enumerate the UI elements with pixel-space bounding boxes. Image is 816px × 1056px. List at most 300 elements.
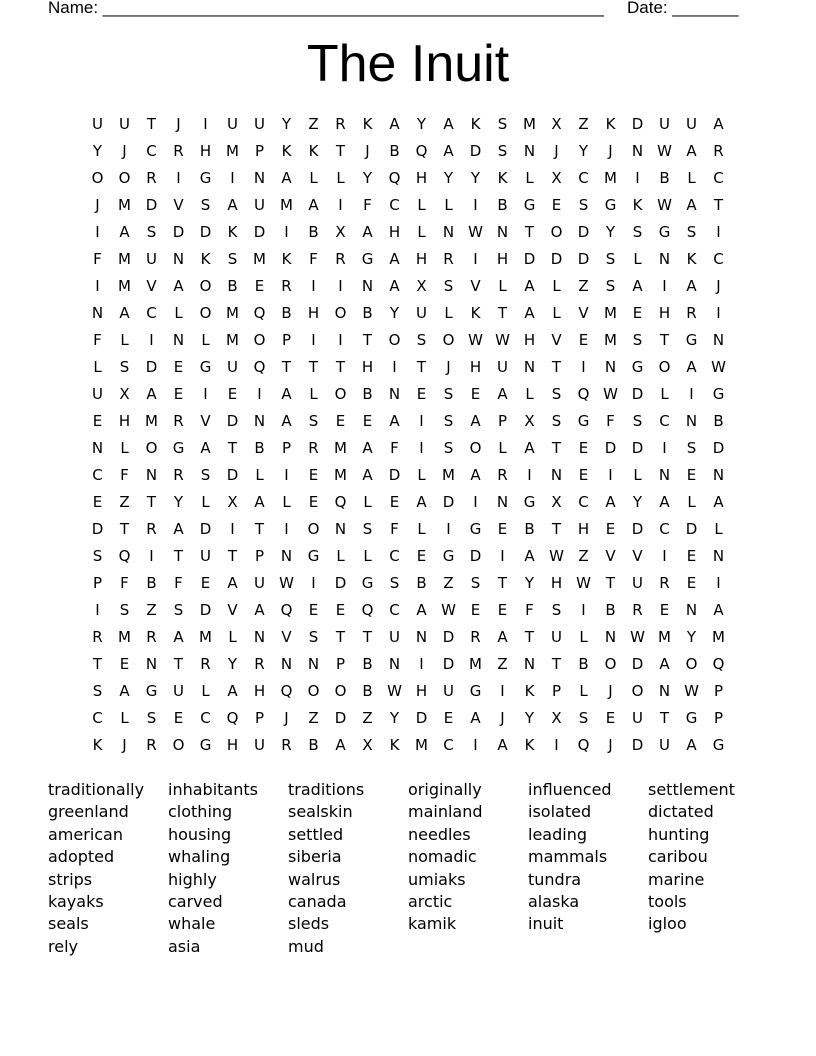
grid-row (84, 138, 734, 165)
grid-letter: T (524, 628, 535, 646)
grid-letter: I (284, 223, 289, 241)
grid-letter: S (227, 250, 238, 268)
grid-letter: D (550, 250, 563, 268)
grid-letter: N (685, 601, 698, 619)
grid-letter: L (228, 628, 237, 646)
grid-letter: W (630, 628, 645, 646)
grid-letter: S (200, 466, 211, 484)
grid-letter: I (338, 196, 343, 214)
grid-letter: V (605, 547, 616, 565)
grid-row (84, 300, 734, 327)
grid-letter: Z (119, 493, 130, 511)
word-row (48, 779, 788, 801)
grid-letter: J (284, 709, 289, 727)
grid-letter: Z (146, 601, 157, 619)
grid-letter: J (500, 709, 505, 727)
grid-letter: T (227, 439, 238, 457)
grid-letter: V (146, 277, 157, 295)
grid-letter: E (470, 385, 481, 403)
grid-letter: X (551, 493, 562, 511)
grid-letter: P (254, 709, 265, 727)
word-list-item: carved (168, 891, 223, 911)
grid-letter: N (415, 628, 428, 646)
grid-letter: K (308, 142, 319, 160)
grid-letter: Z (362, 709, 373, 727)
grid-letter: B (254, 439, 265, 457)
grid-letter: Y (632, 493, 643, 511)
grid-letter: U (254, 196, 265, 214)
grid-letter: S (92, 682, 103, 700)
grid-letter: F (606, 412, 615, 430)
grid-row (84, 111, 734, 138)
grid-letter: U (497, 358, 508, 376)
word-list-item: whaling (168, 847, 231, 867)
grid-letter: A (497, 736, 508, 754)
grid-letter: N (442, 223, 455, 241)
grid-letter: S (632, 331, 643, 349)
name-field-label: Name: _____________________________________________________ (48, 0, 604, 17)
grid-letter: I (716, 304, 721, 322)
grid-letter: L (282, 493, 291, 511)
grid-letter: H (469, 358, 482, 376)
grid-letter: M (442, 466, 455, 484)
grid-letter: K (524, 736, 535, 754)
grid-letter: E (308, 601, 319, 619)
grid-letter: T (551, 358, 562, 376)
grid-letter: O (91, 169, 104, 187)
grid-letter: A (497, 628, 508, 646)
grid-letter: I (527, 466, 532, 484)
grid-letter: J (122, 142, 127, 160)
word-list-item: hunting (648, 824, 710, 844)
grid-letter: N (145, 655, 158, 673)
grid-letter: B (362, 655, 373, 673)
grid-letter: A (713, 493, 724, 511)
grid-letter: J (716, 277, 721, 295)
grid-letter: E (92, 412, 103, 430)
grid-letter: I (716, 223, 721, 241)
grid-letter: E (470, 601, 481, 619)
grid-letter: I (338, 277, 343, 295)
grid-letter: E (173, 709, 184, 727)
grid-letter: R (335, 115, 346, 133)
grid-letter: L (201, 331, 210, 349)
grid-letter: N (334, 520, 347, 538)
grid-letter: C (389, 547, 400, 565)
grid-letter: V (578, 304, 589, 322)
word-list-item: clothing (168, 802, 233, 822)
grid-letter: U (119, 115, 130, 133)
grid-letter: G (712, 736, 725, 754)
grid-letter: D (685, 520, 698, 538)
grid-letter: O (307, 520, 320, 538)
grid-letter: H (199, 142, 212, 160)
grid-letter: S (416, 331, 427, 349)
word-row (48, 824, 788, 846)
word-list-item: kayaks (48, 891, 104, 911)
grid-letter: L (417, 196, 426, 214)
grid-letter: M (469, 655, 482, 673)
word-list-item: sealskin (288, 802, 353, 822)
grid-letter: E (308, 466, 319, 484)
grid-letter: E (389, 493, 400, 511)
grid-letter: E (254, 277, 265, 295)
grid-letter: J (446, 358, 451, 376)
grid-letter: E (92, 493, 103, 511)
grid-letter: N (496, 223, 509, 241)
grid-letter: L (174, 304, 183, 322)
grid-letter: X (416, 277, 427, 295)
grid-letter: M (118, 250, 131, 268)
grid-letter: A (713, 115, 724, 133)
grid-letter: T (524, 223, 535, 241)
grid-letter: E (416, 385, 427, 403)
grid-letter: A (173, 520, 184, 538)
grid-letter: D (469, 547, 482, 565)
grid-letter: G (523, 196, 536, 214)
grid-letter: L (498, 277, 507, 295)
word-list-item: tools (648, 891, 687, 911)
grid-letter: U (389, 628, 400, 646)
grid-letter: R (281, 277, 292, 295)
grid-letter: C (92, 709, 103, 727)
grid-letter: S (119, 601, 130, 619)
grid-letter: Y (362, 169, 373, 187)
grid-letter: N (253, 169, 266, 187)
grid-letter: T (659, 331, 670, 349)
grid-letter: P (281, 331, 292, 349)
grid-letter: A (659, 655, 670, 673)
grid-row (84, 651, 734, 678)
grid-letter: E (227, 385, 238, 403)
grid-letter: U (686, 115, 697, 133)
grid-letter: K (200, 250, 211, 268)
grid-letter: E (605, 520, 616, 538)
grid-letter: S (578, 709, 589, 727)
grid-letter: L (687, 169, 696, 187)
grid-letter: A (686, 358, 697, 376)
grid-letter: L (687, 493, 696, 511)
grid-letter: Z (497, 655, 508, 673)
grid-letter: O (307, 682, 320, 700)
grid-letter: Y (389, 709, 400, 727)
grid-letter: N (685, 412, 698, 430)
grid-letter: R (443, 250, 454, 268)
grid-letter: L (336, 547, 345, 565)
grid-letter: D (631, 115, 644, 133)
grid-letter: W (387, 682, 402, 700)
grid-letter: I (203, 385, 208, 403)
grid-letter: T (335, 358, 346, 376)
grid-letter: X (551, 169, 562, 187)
grid-letter: S (551, 412, 562, 430)
grid-letter: L (201, 682, 210, 700)
word-list-item: leading (528, 824, 587, 844)
grid-letter: E (416, 547, 427, 565)
word-list-item: originally (408, 780, 482, 799)
grid-letter: D (442, 655, 455, 673)
grid-letter: I (419, 655, 424, 673)
grid-row (84, 516, 734, 543)
grid-letter: A (686, 277, 697, 295)
grid-letter: D (145, 358, 158, 376)
grid-letter: O (334, 385, 347, 403)
grid-letter: O (334, 304, 347, 322)
grid-letter: L (633, 250, 642, 268)
grid-letter: A (470, 466, 481, 484)
grid-letter: M (118, 196, 131, 214)
grid-letter: Z (308, 115, 319, 133)
grid-letter: U (416, 304, 427, 322)
grid-letter: S (686, 439, 697, 457)
grid-letter: E (551, 196, 562, 214)
grid-letter: E (578, 331, 589, 349)
grid-letter: B (146, 574, 157, 592)
grid-row (84, 327, 734, 354)
word-list-item: inuit (528, 914, 564, 934)
grid-letter: V (227, 601, 238, 619)
grid-letter: I (95, 277, 100, 295)
grid-letter: I (311, 331, 316, 349)
grid-letter: C (389, 601, 400, 619)
grid-letter: Q (577, 736, 590, 754)
grid-letter: A (416, 601, 427, 619)
grid-letter: T (713, 196, 724, 214)
grid-letter: S (497, 115, 508, 133)
grid-letter: B (389, 142, 400, 160)
grid-letter: A (524, 304, 535, 322)
grid-letter: P (254, 547, 265, 565)
grid-letter: A (524, 547, 535, 565)
grid-letter: I (419, 439, 424, 457)
grid-letter: L (363, 547, 372, 565)
grid-letter: I (176, 169, 181, 187)
grid-letter: M (226, 142, 239, 160)
grid-letter: R (308, 439, 319, 457)
grid-letter: D (631, 439, 644, 457)
grid-letter: E (632, 304, 643, 322)
grid-letter: M (253, 250, 266, 268)
grid-letter: I (149, 331, 154, 349)
grid-letter: S (308, 412, 319, 430)
grid-letter: G (442, 547, 455, 565)
grid-letter: T (605, 574, 616, 592)
grid-letter: J (365, 142, 370, 160)
grid-letter: X (335, 223, 346, 241)
grid-letter: M (145, 412, 158, 430)
grid-letter: K (389, 736, 400, 754)
grid-row (84, 219, 734, 246)
grid-letter: U (254, 115, 265, 133)
grid-letter: S (443, 439, 454, 457)
grid-letter: Q (280, 601, 293, 619)
grid-letter: W (441, 601, 456, 619)
grid-letter: X (524, 412, 535, 430)
grid-letter: C (146, 142, 157, 160)
grid-letter: Z (443, 574, 454, 592)
grid-letter: U (632, 574, 643, 592)
grid-letter: A (308, 196, 319, 214)
grid-letter: D (226, 412, 239, 430)
grid-letter: O (118, 169, 131, 187)
grid-letter: A (362, 466, 373, 484)
grid-letter: R (146, 736, 157, 754)
grid-letter: P (551, 682, 562, 700)
grid-letter: M (604, 304, 617, 322)
grid-letter: U (146, 250, 157, 268)
grid-letter: I (662, 277, 667, 295)
grid-letter: W (711, 358, 726, 376)
grid-letter: Y (92, 142, 103, 160)
grid-letter: E (173, 358, 184, 376)
grid-letter: S (551, 601, 562, 619)
grid-letter: L (120, 709, 129, 727)
grid-letter: N (280, 547, 293, 565)
grid-letter: Q (388, 169, 401, 187)
grid-letter: B (227, 277, 238, 295)
grid-letter: H (307, 304, 320, 322)
grid-letter: L (417, 223, 426, 241)
grid-letter: C (659, 412, 670, 430)
grid-letter: O (604, 655, 617, 673)
grid-letter: I (473, 493, 478, 511)
grid-letter: G (199, 736, 212, 754)
grid-letter: U (173, 682, 184, 700)
grid-letter: N (361, 277, 374, 295)
grid-letter: M (604, 169, 617, 187)
grid-letter: K (686, 250, 697, 268)
grid-letter: X (551, 709, 562, 727)
grid-letter: H (523, 331, 536, 349)
grid-letter: T (308, 358, 319, 376)
grid-letter: D (415, 709, 428, 727)
grid-letter: K (470, 304, 481, 322)
grid-letter: T (227, 547, 238, 565)
grid-letter: H (415, 682, 428, 700)
grid-letter: T (146, 115, 157, 133)
grid-letter: H (415, 250, 428, 268)
grid-letter: M (118, 277, 131, 295)
grid-letter: G (469, 520, 482, 538)
grid-letter: C (200, 709, 211, 727)
word-row (48, 936, 788, 958)
grid-letter: G (199, 169, 212, 187)
grid-letter: F (390, 439, 399, 457)
word-list-item: siberia (288, 847, 342, 867)
grid-letter: S (632, 223, 643, 241)
word-list-item: adopted (48, 847, 115, 867)
grid-letter: Y (227, 655, 238, 673)
grid-letter: A (470, 709, 481, 727)
grid-letter: L (579, 682, 588, 700)
word-list-item: asia (168, 936, 201, 956)
grid-letter: E (362, 412, 373, 430)
word-list-item: mammals (528, 847, 608, 867)
grid-letter: I (284, 466, 289, 484)
word-list (48, 779, 788, 958)
grid-letter: R (92, 628, 103, 646)
grid-letter: N (712, 466, 725, 484)
grid-letter: U (659, 736, 670, 754)
grid-letter: O (334, 682, 347, 700)
grid-letter: T (173, 655, 184, 673)
grid-letter: L (444, 304, 453, 322)
grid-letter: I (203, 115, 208, 133)
grid-letter: U (92, 115, 103, 133)
date-field-label: Date: _______ (627, 0, 739, 17)
grid-row (84, 543, 734, 570)
grid-letter: K (227, 223, 238, 241)
grid-row (84, 354, 734, 381)
word-list-item: traditionally (48, 780, 145, 799)
grid-letter: M (226, 304, 239, 322)
word-list-item: nomadic (408, 847, 477, 867)
grid-letter: A (362, 223, 373, 241)
grid-letter: I (473, 250, 478, 268)
grid-letter: U (659, 115, 670, 133)
grid-letter: O (550, 223, 563, 241)
grid-letter: T (335, 142, 346, 160)
grid-letter: A (254, 601, 265, 619)
grid-row (84, 165, 734, 192)
grid-letter: L (336, 169, 345, 187)
grid-letter: D (631, 385, 644, 403)
grid-letter: F (309, 250, 318, 268)
grid-letter: H (388, 223, 401, 241)
grid-letter: G (577, 412, 590, 430)
grid-letter: P (92, 574, 103, 592)
grid-letter: Y (443, 169, 454, 187)
grid-letter: A (254, 493, 265, 511)
grid-letter: P (713, 709, 724, 727)
grid-letter: C (578, 169, 589, 187)
word-list-item: american (48, 824, 123, 844)
grid-letter: R (497, 466, 508, 484)
grid-letter: M (415, 736, 428, 754)
grid-letter: E (173, 385, 184, 403)
grid-letter: I (608, 466, 613, 484)
grid-letter: F (525, 601, 534, 619)
grid-row (84, 462, 734, 489)
grid-letter: L (120, 439, 129, 457)
grid-letter: G (712, 385, 725, 403)
grid-letter: I (446, 520, 451, 538)
page-title: The Inuit (306, 35, 510, 93)
grid-letter: F (93, 331, 102, 349)
grid-letter: A (686, 196, 697, 214)
grid-letter: A (389, 277, 400, 295)
grid-letter: N (307, 655, 320, 673)
grid-letter: W (468, 331, 483, 349)
grid-letter: N (253, 412, 266, 430)
grid-letter: N (280, 655, 293, 673)
grid-letter: I (689, 385, 694, 403)
grid-letter: I (662, 547, 667, 565)
grid-letter: N (388, 385, 401, 403)
grid-letter: E (200, 574, 211, 592)
grid-letter: Q (577, 385, 590, 403)
grid-letter: K (362, 115, 373, 133)
grid-letter: I (392, 358, 397, 376)
grid-letter: U (254, 574, 265, 592)
grid-letter: D (199, 223, 212, 241)
grid-letter: G (658, 223, 671, 241)
grid-letter: D (253, 223, 266, 241)
grid-letter: M (118, 628, 131, 646)
grid-letter: G (361, 574, 374, 592)
grid-letter: J (95, 196, 100, 214)
grid-letter: R (713, 142, 724, 160)
